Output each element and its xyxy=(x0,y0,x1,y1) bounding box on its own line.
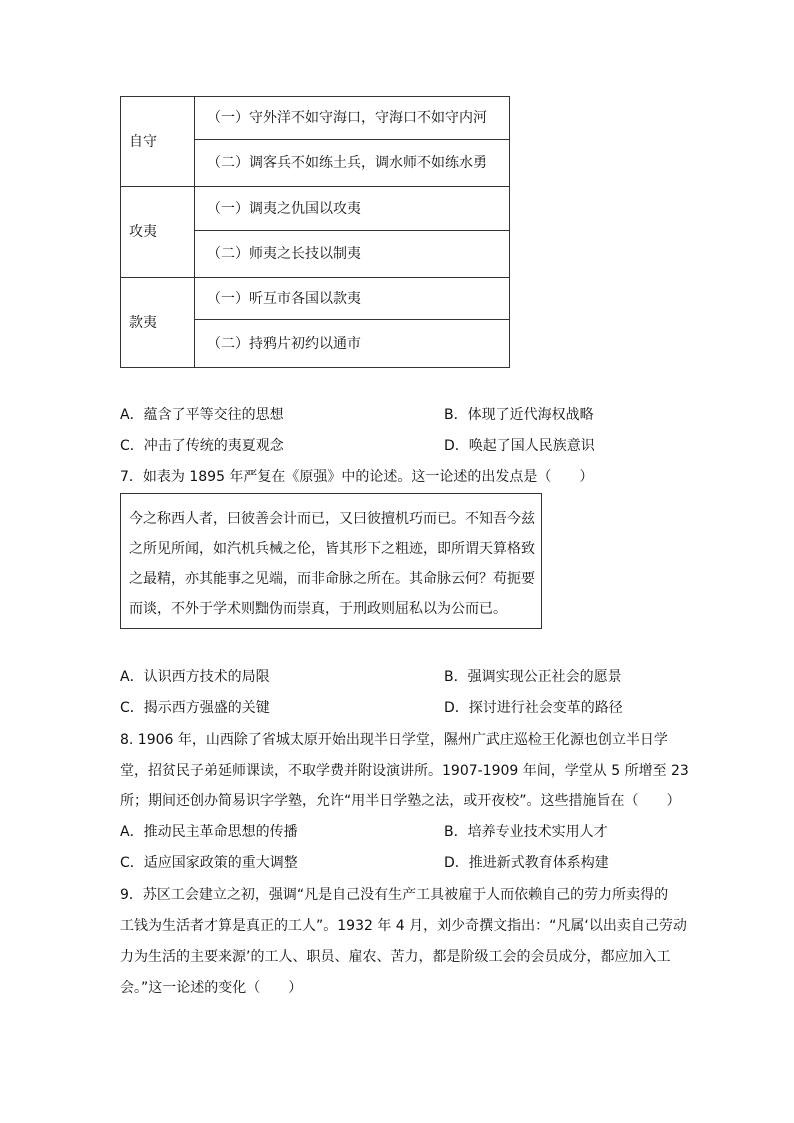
table-cell: （一）守外洋不如守海口，守海口不如守内河 xyxy=(195,97,510,140)
quote-line: 之最精，亦其能事之见端，而非命脉之所在。其命脉云何？苟扼要 xyxy=(129,571,535,587)
question-stem: 9．苏区工会建立之初，强调“凡是自己没有生产工具被雇于人而依赖自己的劳力所卖得的 xyxy=(120,887,669,903)
quote-line: 之所见所闻，如汽机兵械之伦，皆其形下之粗迹，即所谓天算格致 xyxy=(129,541,535,557)
question-stem: 力为生活的主要来源’的工人、职员、雇农、苦力，都是阶级工会的会员成分，都应加入工 xyxy=(120,949,671,965)
option-b: B．体现了近代海权战略 xyxy=(444,407,594,423)
option-b: B．强调实现公正社会的愿景 xyxy=(444,669,622,685)
table-cell: （一）调夷之仇国以攻夷 xyxy=(195,187,510,231)
option-d: D．推进新式教育体系构建 xyxy=(444,855,609,871)
question-stem: 所；期间还创办简易识字学塾，允许“用半日学塾之法，或开夜校”。这些措施旨在（ ） xyxy=(120,793,681,809)
table-cell: （二）持鸦片初约以通市 xyxy=(195,320,510,368)
table-category: 攻夷 xyxy=(121,187,195,278)
option-a: A．推动民主革命思想的传播 xyxy=(120,824,298,840)
table-category: 款夷 xyxy=(121,278,195,368)
quote-box xyxy=(120,493,542,629)
option-c: C．适应国家政策的重大调整 xyxy=(120,855,298,871)
table-cell: （一）听互市各国以款夷 xyxy=(195,278,510,320)
strategy-table xyxy=(120,96,510,368)
option-d: D．探讨进行社会变革的路径 xyxy=(444,700,623,716)
option-c: C．揭示西方强盛的关键 xyxy=(120,700,270,716)
quote-line: 今之称西人者，曰彼善会计而已，又曰彼擅机巧而已。不知吾今兹 xyxy=(129,511,535,527)
question-stem: 8. 1906 年，山西除了省城太原开始出现半日学堂，隰州广武庄巡检王化源也创立半日学 xyxy=(120,732,668,748)
question-stem: 7．如表为 1895 年严复在《原强》中的论述。这一论述的出发点是（ ） xyxy=(120,469,594,485)
table-cell: （二）师夷之长技以制夷 xyxy=(195,231,510,278)
question-stem: 堂，招贫民子弟延师课读，不取学费并附设演讲所。1907-1909 年间，学堂从 5 所增至 23 xyxy=(120,763,689,779)
question-stem: 工钱为生活者才算是真正的工人”。1932 年 4 月，刘少奇撰文指出：“凡属‘以出卖自己劳动 xyxy=(120,918,687,934)
table-cell: （二）调客兵不如练土兵，调水师不如练水勇 xyxy=(195,140,510,187)
option-c: C．冲击了传统的夷夏观念 xyxy=(120,438,284,454)
question-stem: 会。”这一论述的变化（ ） xyxy=(120,980,303,996)
option-d: D．唤起了国人民族意识 xyxy=(444,438,595,454)
table-category: 自守 xyxy=(121,97,195,187)
option-b: B．培养专业技术实用人才 xyxy=(444,824,608,840)
option-a: A．蕴含了平等交往的思想 xyxy=(120,407,284,423)
option-a: A．认识西方技术的局限 xyxy=(120,669,270,685)
quote-line: 而谈，不外于学术则黜伪而崇真，于刑政则屈私以为公而已。 xyxy=(129,601,507,617)
